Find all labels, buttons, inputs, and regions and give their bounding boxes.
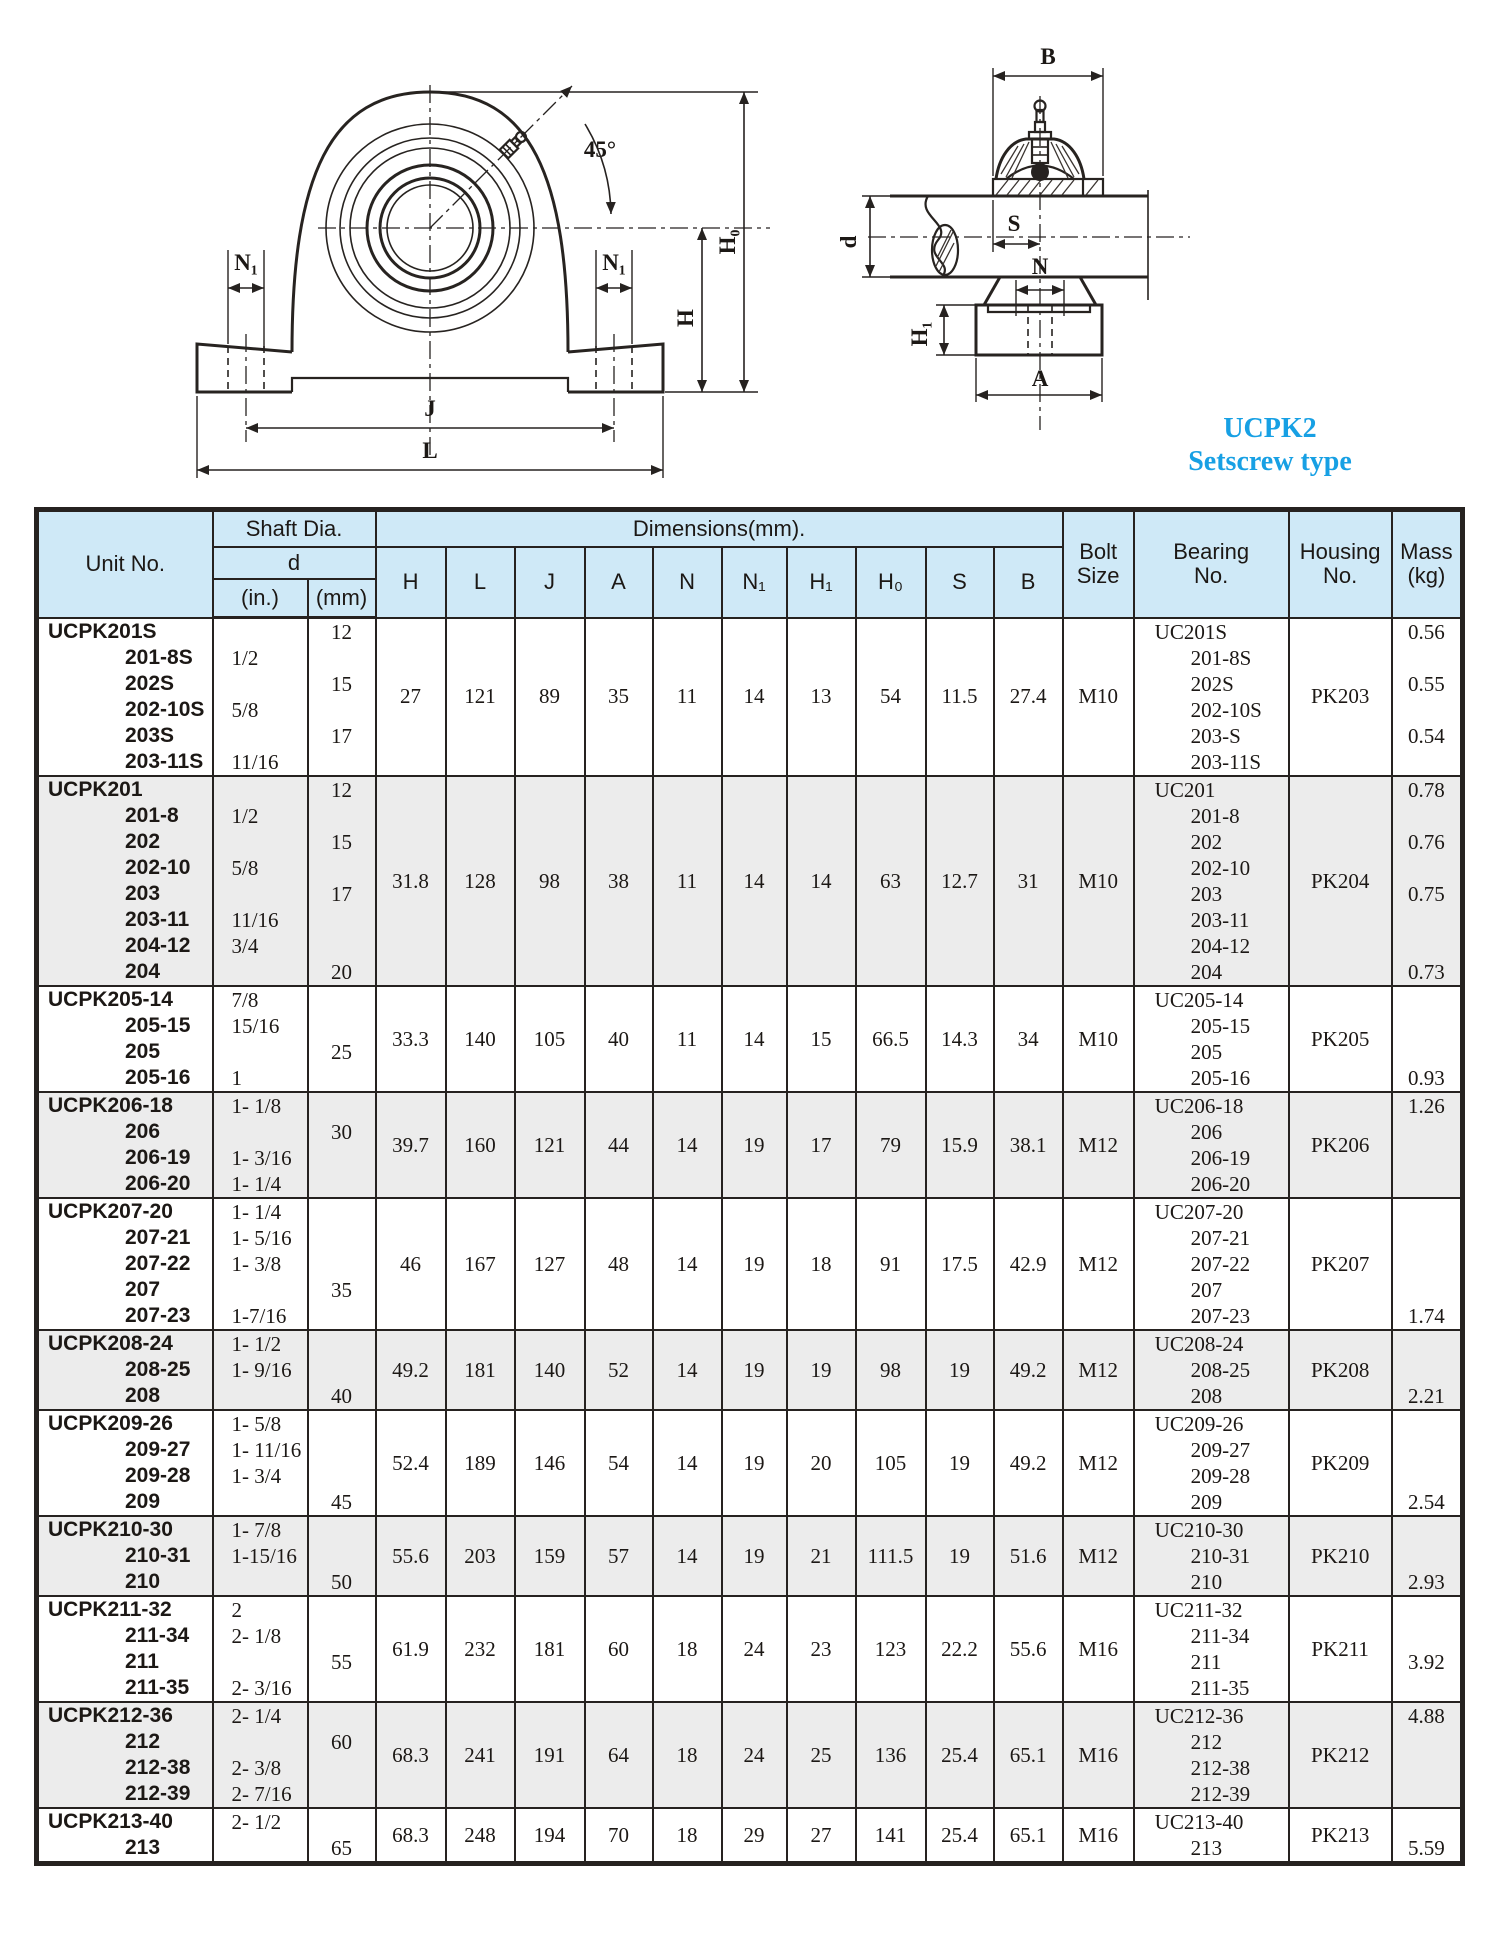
dim-S-cell: 17.5 xyxy=(926,1198,994,1330)
col-header-J: J xyxy=(515,547,585,618)
col-header-S: S xyxy=(926,547,994,618)
dim-H0-cell: 66.5 xyxy=(856,986,926,1092)
dim-H-cell: 68.3 xyxy=(376,1808,446,1864)
spec-row xyxy=(37,1092,1463,1198)
housing-no-cell: PK205 xyxy=(1289,986,1392,1092)
bearing-no-cell: UC205-14 205-15 205 205-16 xyxy=(1134,986,1289,1092)
dim-B-cell: 51.6 xyxy=(994,1516,1063,1596)
dim-H-cell: 46 xyxy=(376,1198,446,1330)
bolt-size-cell: M12 xyxy=(1063,1516,1134,1596)
dim-H-cell: 39.7 xyxy=(376,1092,446,1198)
shaft-dia-mm-cell: 45 xyxy=(308,1410,376,1516)
housing-no-cell: PK211 xyxy=(1289,1596,1392,1702)
bolt-size-cell: M10 xyxy=(1063,986,1134,1092)
dim-H0-cell: 54 xyxy=(856,618,926,777)
dim-H0-cell: 91 xyxy=(856,1198,926,1330)
dim-H1-cell: 23 xyxy=(787,1596,856,1702)
col-header-mm: (mm) xyxy=(308,579,376,618)
spec-row xyxy=(37,986,1463,1092)
dim-A-cell: 38 xyxy=(585,776,653,986)
col-header-H: H xyxy=(376,547,446,618)
dim-H1-cell: 13 xyxy=(787,618,856,777)
dim-N-cell: 14 xyxy=(653,1516,722,1596)
housing-no-cell: PK204 xyxy=(1289,776,1392,986)
dim-H0-cell: 63 xyxy=(856,776,926,986)
mass-cell: 4.88 xyxy=(1392,1702,1463,1808)
col-header-L: L xyxy=(446,547,515,618)
col-header-bearing-no xyxy=(1134,510,1289,618)
shaft-dia-mm-cell: 25 xyxy=(308,986,376,1092)
dim-H-cell: 52.4 xyxy=(376,1410,446,1516)
unit-no-cell: UCPK206-18 206 206-19 206-20 xyxy=(37,1092,213,1198)
n1-right-label: N₁ xyxy=(602,250,626,275)
spec-row xyxy=(37,1330,1463,1410)
dim-H0-cell: 136 xyxy=(856,1702,926,1808)
dim-L-cell: 121 xyxy=(446,618,515,777)
dim-H1-cell: 20 xyxy=(787,1410,856,1516)
unit-no-cell: UCPK201 201-8 202 202-10 203 203-11 204-12 204 xyxy=(37,776,213,986)
mass-cell: 0.93 xyxy=(1392,986,1463,1092)
dim-H1-cell: 18 xyxy=(787,1198,856,1330)
col-header-dimensions: Dimensions(mm). xyxy=(376,510,1063,548)
dim-N-cell: 18 xyxy=(653,1808,722,1864)
spec-row xyxy=(37,1702,1463,1808)
dim-J-cell: 159 xyxy=(515,1516,585,1596)
shaft-dia-mm-cell: 35 xyxy=(308,1198,376,1330)
bearing-no-cell: UC209-26 209-27 209-28 209 xyxy=(1134,1410,1289,1516)
shaft-dia-mm-cell: 12 15 17 20 xyxy=(308,776,376,986)
front-view xyxy=(197,85,770,478)
shaft-dia-mm-cell: 60 xyxy=(308,1702,376,1808)
dim-N1-cell: 14 xyxy=(722,776,787,986)
l-label: L xyxy=(422,438,438,463)
dim-L-cell: 128 xyxy=(446,776,515,986)
mass-line1: Mass xyxy=(1400,539,1453,565)
col-header-d: d xyxy=(213,547,376,579)
col-header-B: B xyxy=(994,547,1063,618)
dim-L-cell: 160 xyxy=(446,1092,515,1198)
dim-H1-cell: 17 xyxy=(787,1092,856,1198)
spec-table xyxy=(34,507,1465,1866)
shaft-dia-in-cell: 2- 1/4 2- 3/8 2- 7/16 xyxy=(213,1702,308,1808)
dim-S-cell: 19 xyxy=(926,1410,994,1516)
dim-N1-cell: 19 xyxy=(722,1092,787,1198)
side-view xyxy=(836,44,1190,430)
bearing-no-cell: UC208-24 208-25 208 xyxy=(1134,1330,1289,1410)
dim-B-cell: 65.1 xyxy=(994,1702,1063,1808)
dim-A-cell: 40 xyxy=(585,986,653,1092)
unit-no-cell: UCPK205-14 205-15 205 205-16 xyxy=(37,986,213,1092)
housing-no-line2: No. xyxy=(1323,563,1358,589)
unit-no-cell: UCPK201S 201-8S 202S 202-10S 203S 203-11S xyxy=(37,618,213,777)
dim-H-cell: 55.6 xyxy=(376,1516,446,1596)
spec-row xyxy=(37,1198,1463,1330)
grease-fitting-icon xyxy=(500,129,529,158)
bearing-no-cell: UC213-40 213 xyxy=(1134,1808,1289,1864)
spec-row xyxy=(37,776,1463,986)
dim-H-cell: 68.3 xyxy=(376,1702,446,1808)
bolt-size-cell: M10 xyxy=(1063,776,1134,986)
dim-B-cell: 38.1 xyxy=(994,1092,1063,1198)
dim-N-cell: 14 xyxy=(653,1330,722,1410)
mass-cell: 1.26 xyxy=(1392,1092,1463,1198)
bolt-size-cell: M12 xyxy=(1063,1092,1134,1198)
col-header-N: N xyxy=(653,547,722,618)
col-header-N1: N₁ xyxy=(722,547,787,618)
dim-S-cell: 15.9 xyxy=(926,1092,994,1198)
spec-row xyxy=(37,1410,1463,1516)
mass-cell: 0.56 0.55 0.54 xyxy=(1392,618,1463,777)
dim-N-cell: 14 xyxy=(653,1198,722,1330)
dim-N1-cell: 24 xyxy=(722,1702,787,1808)
unit-no-cell: UCPK210-30 210-31 210 xyxy=(37,1516,213,1596)
dim-A-cell: 48 xyxy=(585,1198,653,1330)
technical-drawing xyxy=(0,0,1497,505)
mass-line2: (kg) xyxy=(1407,563,1446,589)
dim-J-cell: 140 xyxy=(515,1330,585,1410)
bearing-no-cell: UC201 201-8 202 202-10 203 203-11 204-12 204 xyxy=(1134,776,1289,986)
spec-row xyxy=(37,618,1463,777)
dim-B-cell: 27.4 xyxy=(994,618,1063,777)
dim-S-cell: 19 xyxy=(926,1330,994,1410)
bearing-no-cell: UC210-30 210-31 210 xyxy=(1134,1516,1289,1596)
dim-H-cell: 33.3 xyxy=(376,986,446,1092)
housing-no-cell: PK210 xyxy=(1289,1516,1392,1596)
col-header-H0: H₀ xyxy=(856,547,926,618)
unit-no-cell: UCPK213-40 213 xyxy=(37,1808,213,1864)
shaft-dia-in-cell: 1/2 5/8 11/16 3/4 xyxy=(213,776,308,986)
bearing-no-line2: No. xyxy=(1194,563,1229,589)
mass-cell: 2.21 xyxy=(1392,1330,1463,1410)
unit-no-cell: UCPK209-26 209-27 209-28 209 xyxy=(37,1410,213,1516)
dim-J-cell: 191 xyxy=(515,1702,585,1808)
housing-no-line1: Housing xyxy=(1299,539,1381,565)
dim-N1-cell: 29 xyxy=(722,1808,787,1864)
dim-N1-cell: 19 xyxy=(722,1330,787,1410)
b-label: B xyxy=(1040,44,1056,69)
dim-N-cell: 11 xyxy=(653,618,722,777)
bolt-size-cell: M16 xyxy=(1063,1808,1134,1864)
housing-no-cell: PK212 xyxy=(1289,1702,1392,1808)
dim-J-cell: 127 xyxy=(515,1198,585,1330)
dim-H-cell: 27 xyxy=(376,618,446,777)
dim-J-cell: 121 xyxy=(515,1092,585,1198)
dim-A-cell: 35 xyxy=(585,618,653,777)
bolt-size-cell: M10 xyxy=(1063,618,1134,777)
shaft-dia-in-cell: 2- 1/2 xyxy=(213,1808,308,1864)
h0-label: H₀ xyxy=(715,229,740,255)
dim-H-cell: 61.9 xyxy=(376,1596,446,1702)
n1-left-label: N₁ xyxy=(234,250,258,275)
dim-B-cell: 42.9 xyxy=(994,1198,1063,1330)
shaft-dia-in-cell: 1- 1/4 1- 5/16 1- 3/8 1-7/16 xyxy=(213,1198,308,1330)
dim-H1-cell: 25 xyxy=(787,1702,856,1808)
spec-row xyxy=(37,1596,1463,1702)
dim-H1-cell: 27 xyxy=(787,1808,856,1864)
bolt-size-cell: M12 xyxy=(1063,1198,1134,1330)
bearing-no-cell: UC201S 201-8S 202S 202-10S 203-S 203-11S xyxy=(1134,618,1289,777)
dim-H0-cell: 111.5 xyxy=(856,1516,926,1596)
spec-row xyxy=(37,1516,1463,1596)
shaft-dia-mm-cell: 40 xyxy=(308,1330,376,1410)
shaft-dia-in-cell: 1- 1/8 1- 3/16 1- 1/4 xyxy=(213,1092,308,1198)
dim-N-cell: 11 xyxy=(653,776,722,986)
shaft-dia-in-cell: 2 2- 1/8 2- 3/16 xyxy=(213,1596,308,1702)
dim-S-cell: 25.4 xyxy=(926,1808,994,1864)
shaft-dia-mm-cell: 50 xyxy=(308,1516,376,1596)
bolt-size-cell: M16 xyxy=(1063,1596,1134,1702)
dim-L-cell: 203 xyxy=(446,1516,515,1596)
dim-A-cell: 64 xyxy=(585,1702,653,1808)
dim-H-cell: 49.2 xyxy=(376,1330,446,1410)
dim-A-cell: 52 xyxy=(585,1330,653,1410)
shaft-dia-in-cell: 1- 7/8 1-15/16 xyxy=(213,1516,308,1596)
housing-no-cell: PK207 xyxy=(1289,1198,1392,1330)
dim-J-cell: 194 xyxy=(515,1808,585,1864)
shaft-dia-mm-cell: 30 xyxy=(308,1092,376,1198)
dim-N-cell: 14 xyxy=(653,1092,722,1198)
housing-no-cell: PK203 xyxy=(1289,618,1392,777)
h1-label: H₁ xyxy=(907,321,932,347)
n-label: N xyxy=(1031,254,1049,279)
series-name: UCPK2 xyxy=(1223,413,1317,444)
mass-cell: 2.54 xyxy=(1392,1410,1463,1516)
dim-S-cell: 25.4 xyxy=(926,1702,994,1808)
dim-J-cell: 89 xyxy=(515,618,585,777)
dim-H0-cell: 123 xyxy=(856,1596,926,1702)
dim-L-cell: 167 xyxy=(446,1198,515,1330)
bolt-size-line2: Size xyxy=(1076,563,1120,589)
dim-N1-cell: 24 xyxy=(722,1596,787,1702)
spec-row xyxy=(37,1808,1463,1864)
dim-B-cell: 65.1 xyxy=(994,1808,1063,1864)
dim-N1-cell: 14 xyxy=(722,986,787,1092)
dim-S-cell: 22.2 xyxy=(926,1596,994,1702)
dim-H1-cell: 14 xyxy=(787,776,856,986)
col-header-housing-no xyxy=(1289,510,1392,618)
dim-A-cell: 54 xyxy=(585,1410,653,1516)
dim-S-cell: 12.7 xyxy=(926,776,994,986)
dim-H-cell: 31.8 xyxy=(376,776,446,986)
dim-A-cell: 57 xyxy=(585,1516,653,1596)
spec-table-body xyxy=(37,618,1463,1864)
dim-B-cell: 31 xyxy=(994,776,1063,986)
dim-A-cell: 70 xyxy=(585,1808,653,1864)
dim-L-cell: 248 xyxy=(446,1808,515,1864)
dim-J-cell: 181 xyxy=(515,1596,585,1702)
shaft-dia-in-cell: 1/2 5/8 11/16 xyxy=(213,618,308,777)
bearing-no-cell: UC212-36 212 212-38 212-39 xyxy=(1134,1702,1289,1808)
col-header-H1: H₁ xyxy=(787,547,856,618)
unit-no-cell: UCPK207-20 207-21 207-22 207 207-23 xyxy=(37,1198,213,1330)
bearing-no-cell: UC211-32 211-34 211 211-35 xyxy=(1134,1596,1289,1702)
d-label: d xyxy=(836,235,861,249)
dim-H0-cell: 141 xyxy=(856,1808,926,1864)
shaft-dia-mm-cell: 12 15 17 xyxy=(308,618,376,777)
dim-B-cell: 49.2 xyxy=(994,1410,1063,1516)
dim-S-cell: 14.3 xyxy=(926,986,994,1092)
dim-H1-cell: 15 xyxy=(787,986,856,1092)
col-header-shaft-dia: Shaft Dia. xyxy=(213,510,376,548)
shaft-dia-mm-cell: 65 xyxy=(308,1808,376,1864)
dim-A-cell: 44 xyxy=(585,1092,653,1198)
dim-L-cell: 241 xyxy=(446,1702,515,1808)
unit-no-cell: UCPK211-32 211-34 211 211-35 xyxy=(37,1596,213,1702)
mass-cell: 3.92 xyxy=(1392,1596,1463,1702)
mass-cell: 1.74 xyxy=(1392,1198,1463,1330)
dim-N1-cell: 14 xyxy=(722,618,787,777)
bolt-size-cell: M12 xyxy=(1063,1330,1134,1410)
mass-cell: 0.78 0.76 0.75 0.73 xyxy=(1392,776,1463,986)
series-caption xyxy=(1145,412,1395,478)
h-label: H xyxy=(673,309,698,327)
unit-no-cell: UCPK212-36 212 212-38 212-39 xyxy=(37,1702,213,1808)
dim-B-cell: 34 xyxy=(994,986,1063,1092)
dim-J-cell: 98 xyxy=(515,776,585,986)
dim-H1-cell: 19 xyxy=(787,1330,856,1410)
col-header-bolt-size xyxy=(1063,510,1134,618)
j-label: J xyxy=(424,396,436,421)
bolt-size-cell: M16 xyxy=(1063,1702,1134,1808)
a-label: A xyxy=(1031,366,1049,391)
dim-B-cell: 55.6 xyxy=(994,1596,1063,1702)
dim-H0-cell: 105 xyxy=(856,1410,926,1516)
shaft-dia-in-cell: 1- 1/2 1- 9/16 xyxy=(213,1330,308,1410)
bearing-no-cell: UC207-20 207-21 207-22 207 207-23 xyxy=(1134,1198,1289,1330)
angle-label: 45° xyxy=(583,137,617,162)
housing-no-cell: PK206 xyxy=(1289,1092,1392,1198)
dim-B-cell: 49.2 xyxy=(994,1330,1063,1410)
dim-L-cell: 189 xyxy=(446,1410,515,1516)
dim-N1-cell: 19 xyxy=(722,1198,787,1330)
dim-H1-cell: 21 xyxy=(787,1516,856,1596)
dim-A-cell: 60 xyxy=(585,1596,653,1702)
dim-S-cell: 11.5 xyxy=(926,618,994,777)
housing-no-cell: PK209 xyxy=(1289,1410,1392,1516)
dim-N-cell: 18 xyxy=(653,1596,722,1702)
bearing-no-cell: UC206-18 206 206-19 206-20 xyxy=(1134,1092,1289,1198)
dim-J-cell: 105 xyxy=(515,986,585,1092)
housing-no-cell: PK208 xyxy=(1289,1330,1392,1410)
dim-J-cell: 146 xyxy=(515,1410,585,1516)
dim-N-cell: 14 xyxy=(653,1410,722,1516)
series-type: Setscrew type xyxy=(1188,446,1352,477)
dim-L-cell: 232 xyxy=(446,1596,515,1702)
dim-N1-cell: 19 xyxy=(722,1410,787,1516)
shaft-dia-mm-cell: 55 xyxy=(308,1596,376,1702)
dim-L-cell: 181 xyxy=(446,1330,515,1410)
mass-cell: 5.59 xyxy=(1392,1808,1463,1864)
shaft-dia-in-cell: 1- 5/8 1- 11/16 1- 3/4 xyxy=(213,1410,308,1516)
unit-no-cell: UCPK208-24 208-25 208 xyxy=(37,1330,213,1410)
bearing-no-line1: Bearing xyxy=(1173,539,1250,565)
mass-cell: 2.93 xyxy=(1392,1516,1463,1596)
shaft-dia-in-cell: 7/8 15/16 1 xyxy=(213,986,308,1092)
bolt-size-cell: M12 xyxy=(1063,1410,1134,1516)
dim-S-cell: 19 xyxy=(926,1516,994,1596)
dim-H0-cell: 98 xyxy=(856,1330,926,1410)
dim-L-cell: 140 xyxy=(446,986,515,1092)
housing-no-cell: PK213 xyxy=(1289,1808,1392,1864)
dim-N1-cell: 19 xyxy=(722,1516,787,1596)
col-header-mass xyxy=(1392,510,1463,618)
s-label: S xyxy=(1007,211,1021,236)
col-header-A: A xyxy=(585,547,653,618)
dim-H0-cell: 79 xyxy=(856,1092,926,1198)
dim-N-cell: 11 xyxy=(653,986,722,1092)
dim-N-cell: 18 xyxy=(653,1702,722,1808)
col-header-in: (in.) xyxy=(213,579,308,618)
col-header-unit-no: Unit No. xyxy=(37,510,213,618)
bolt-size-line1: Bolt xyxy=(1079,539,1118,565)
